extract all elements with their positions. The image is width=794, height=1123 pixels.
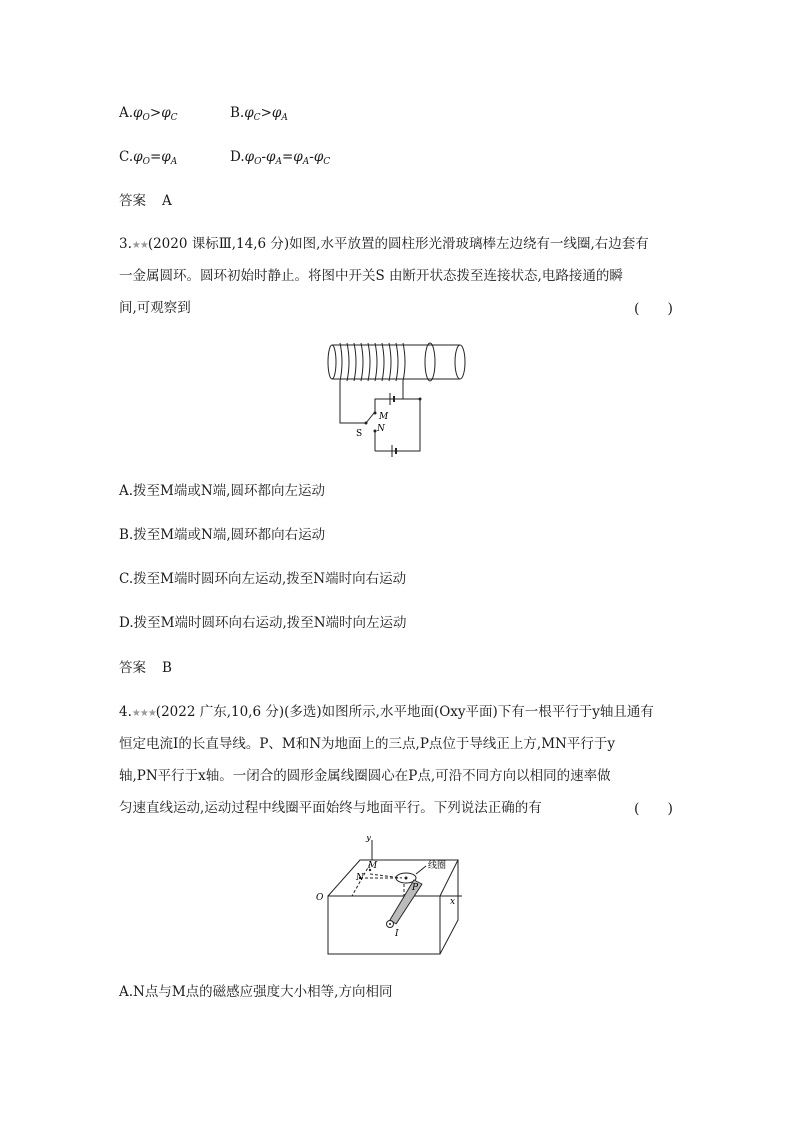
answer-bracket: ( ) bbox=[634, 301, 673, 317]
label-coil: 线圈 bbox=[428, 861, 447, 871]
q2-option-b bbox=[230, 103, 288, 128]
question-number: 4. bbox=[119, 704, 132, 720]
q3-option-a: A.拨至M端或N端,圆环都向左运动 bbox=[119, 483, 325, 499]
answer-value: A bbox=[162, 193, 172, 209]
label-n: N bbox=[356, 873, 364, 883]
solenoid-circuit-figure bbox=[320, 335, 480, 459]
label-m: M bbox=[368, 861, 378, 871]
label-y: y bbox=[366, 836, 372, 843]
q3-answer bbox=[119, 658, 172, 678]
answer-value: B bbox=[162, 660, 172, 676]
sub: A bbox=[281, 113, 288, 123]
label-i: I bbox=[395, 929, 399, 939]
q4-line1 bbox=[119, 702, 654, 724]
phi: φ bbox=[244, 149, 255, 165]
q4-line2: 恒定电流I的长直导线。P、M和N为地面上的三点,P点位于导线正上方,MN平行于y bbox=[119, 736, 615, 752]
label-s: S bbox=[356, 429, 363, 439]
difficulty-stars-icon: ★★★ bbox=[131, 708, 156, 719]
sub: A bbox=[302, 157, 310, 167]
option-letter: A. bbox=[119, 105, 134, 121]
option-letter: B. bbox=[230, 105, 245, 121]
op: = bbox=[149, 149, 162, 165]
phi: φ bbox=[161, 149, 171, 165]
question-text: 如图所示,水平地面(Oxy平面)下有一根平行于y轴且通有 bbox=[321, 704, 654, 720]
q3-option-d: D.拨至M端时圆环向右运动,拨至N端时向左运动 bbox=[119, 615, 407, 631]
op: > bbox=[260, 105, 272, 121]
label-o: O bbox=[316, 893, 324, 903]
q3-option-c: C.拨至M端时圆环向左运动,拨至N端时向右运动 bbox=[119, 571, 407, 587]
q4-line4: 匀速直线运动,运动过程中线圈平面始终与地面平行。下列说法正确的有 bbox=[119, 800, 542, 816]
ground-wire-figure bbox=[312, 836, 482, 958]
op: > bbox=[149, 105, 162, 121]
q3-line2: 一金属圆环。圆环初始时静止。将图中开关S 由断开状态拨至连接状态,电路接通的瞬 bbox=[119, 268, 623, 284]
q2-answer bbox=[119, 191, 172, 211]
q4-line3: 轴,PN平行于x轴。一闭合的圆形金属线圈圆心在P点,可沿不同方向以相同的速率做 bbox=[119, 768, 611, 784]
phi: -φ bbox=[309, 149, 324, 165]
answer-label: 答案 bbox=[119, 193, 146, 209]
sub: O bbox=[142, 157, 150, 167]
phi: φ bbox=[271, 105, 282, 121]
answer-label: 答案 bbox=[119, 660, 146, 676]
difficulty-stars-icon: ★★ bbox=[131, 240, 148, 251]
sub: A bbox=[275, 157, 282, 167]
q3-option-b: B.拨至M端或N端,圆环都向右运动 bbox=[119, 527, 326, 543]
sub: A bbox=[170, 157, 178, 167]
question-source: (2020 课标Ⅲ,14,6 分) bbox=[147, 236, 290, 252]
label-m: M bbox=[379, 412, 389, 422]
sub: C bbox=[323, 157, 331, 167]
phi: -φ bbox=[261, 149, 276, 165]
sub: O bbox=[254, 157, 262, 167]
q3-line3: 间,可观察到 bbox=[119, 300, 191, 316]
question-number: 3. bbox=[119, 236, 132, 252]
q2-option-c bbox=[119, 147, 177, 172]
phi: φ bbox=[133, 149, 143, 165]
sub: C bbox=[170, 113, 178, 123]
question-source: (2022 广东,10,6 分)(多选) bbox=[155, 704, 322, 720]
q2-option-a bbox=[119, 103, 178, 128]
phi: φ bbox=[161, 105, 171, 121]
phi: φ bbox=[244, 105, 254, 121]
label-n: N bbox=[377, 424, 385, 434]
option-letter: D. bbox=[230, 149, 245, 165]
label-p: P bbox=[412, 883, 419, 893]
phi: φ bbox=[133, 105, 143, 121]
sub: C bbox=[253, 113, 261, 123]
label-x: x bbox=[450, 897, 456, 907]
sub: O bbox=[142, 113, 150, 123]
question-text: 如图,水平放置的圆柱形光滑玻璃棒左边绕有一线圈,右边套有 bbox=[289, 236, 649, 252]
q4-option-a: A.N点与M点的磁感应强度大小相等,方向相同 bbox=[119, 984, 393, 1000]
phi: =φ bbox=[282, 149, 303, 165]
answer-bracket: ( ) bbox=[634, 801, 673, 817]
q3-line1 bbox=[119, 234, 649, 256]
option-letter: C. bbox=[119, 149, 134, 165]
q2-option-d bbox=[230, 147, 330, 172]
